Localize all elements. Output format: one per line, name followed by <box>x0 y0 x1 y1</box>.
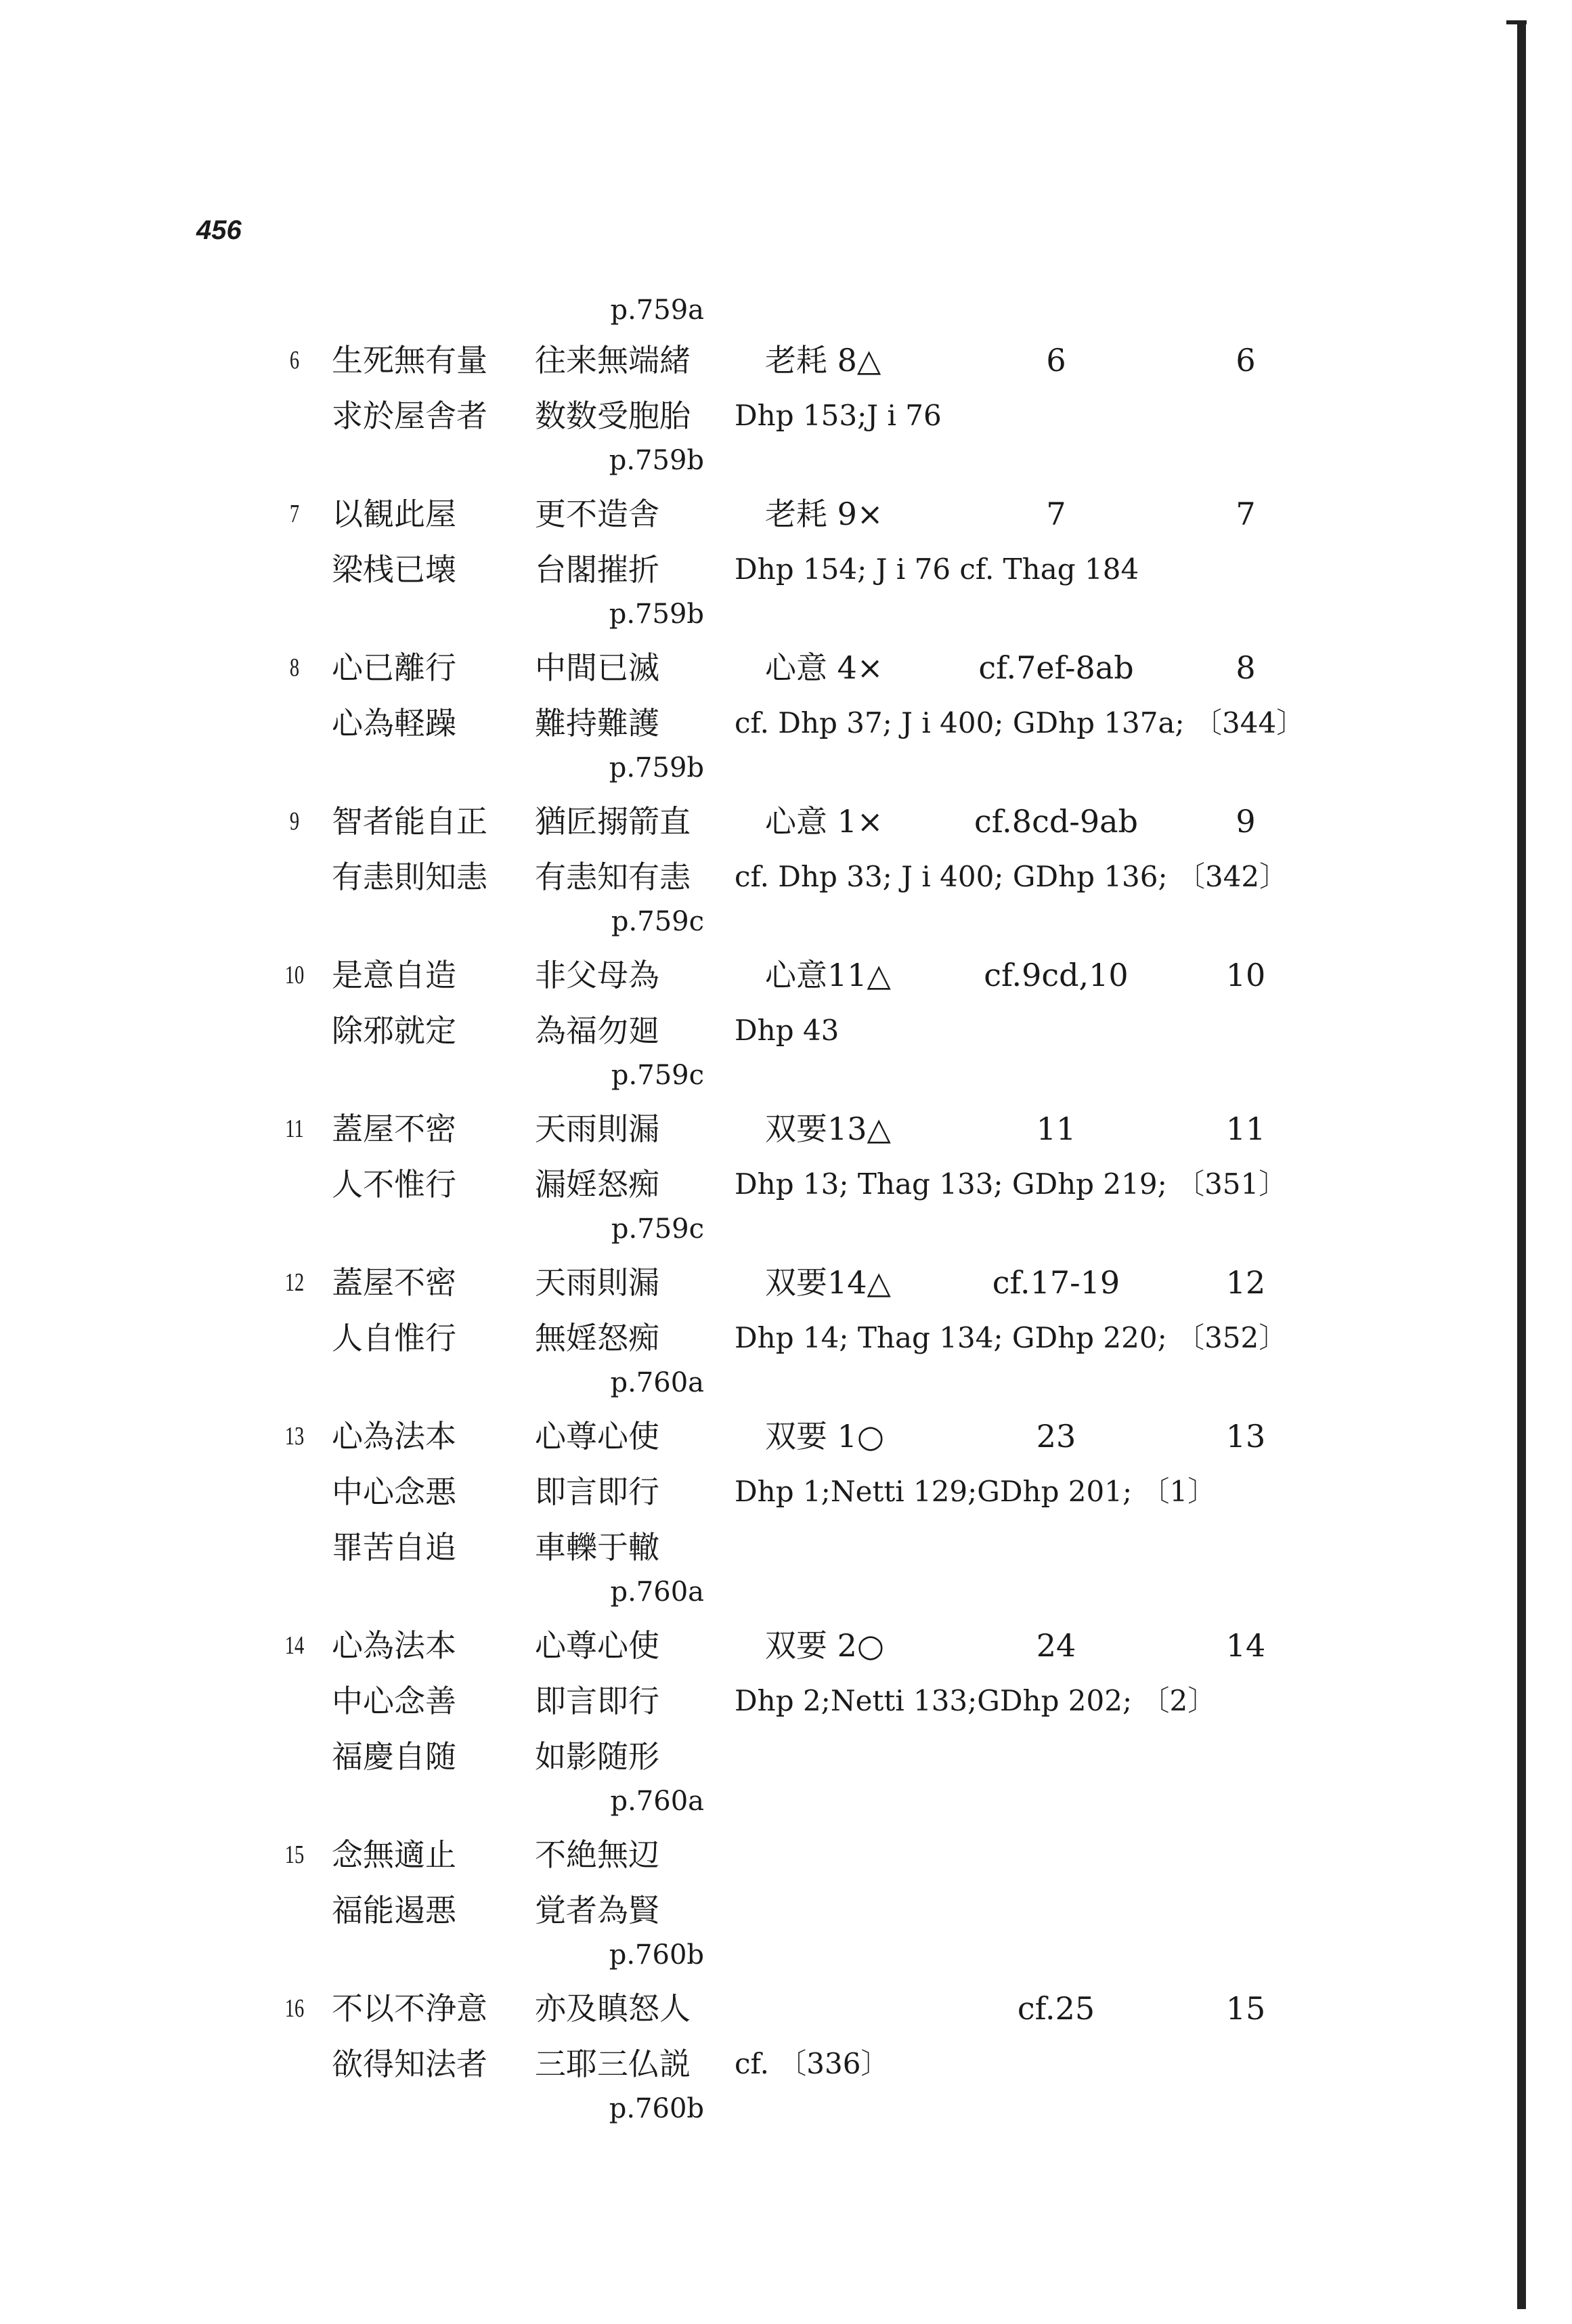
verse-line-1-part-1: 蓋屋不密 <box>332 1264 456 1301</box>
parallel-number: 12 <box>1225 1264 1266 1301</box>
verse-line-3-part-2: 車轢于轍 <box>535 1529 659 1566</box>
verse-line-2-part-1: 心為軽躁 <box>332 705 456 741</box>
page-reference: p.759b <box>609 752 704 783</box>
verse-line-2-part-2: 為福勿廻 <box>535 1012 659 1049</box>
source-references: Dhp 153;J i 76 <box>735 399 942 432</box>
verse-line-1-part-2: 非父母為 <box>535 957 659 993</box>
verse-number: 13 <box>284 1422 305 1450</box>
verse-line-1-part-1: 蓋屋不密 <box>332 1111 456 1147</box>
source-references: cf. Dhp 37; J i 400; GDhp 137a; 〔344〕 <box>735 706 1305 739</box>
verse-line-2-part-1: 有恚則知恚 <box>332 859 487 895</box>
verse-line-2-part-1: 人不惟行 <box>332 1166 456 1203</box>
verse-line-1-part-1: 念無適止 <box>332 1836 456 1873</box>
verse-line-1-part-2: 猶匠搦箭直 <box>535 803 691 840</box>
chapter-code: 心意 1× <box>765 803 883 840</box>
verse-line-2-part-2: 覚者為賢 <box>535 1892 659 1929</box>
verse-line-1-part-2: 不絶無辺 <box>535 1836 659 1873</box>
parallel-number: 9 <box>1236 803 1256 840</box>
page-reference: p.760a <box>610 1367 704 1398</box>
verse-line-2-part-2: 漏婬怒痴 <box>535 1166 659 1203</box>
verse-line-3-part-1: 罪苦自追 <box>332 1529 456 1566</box>
chapter-code: 双要14△ <box>765 1264 891 1301</box>
verse-line-1-part-2: 天雨則漏 <box>535 1264 659 1301</box>
verse-line-2-part-1: 人自惟行 <box>332 1320 456 1356</box>
source-references: cf. 〔336〕 <box>735 2047 890 2080</box>
chapter-code: 双要 2○ <box>765 1627 885 1664</box>
cross-reference: 7 <box>1046 496 1066 532</box>
cross-reference: 6 <box>1046 342 1066 379</box>
verse-number: 6 <box>289 346 300 374</box>
verse-line-2-part-1: 欲得知法者 <box>332 2046 487 2082</box>
verse-line-2-part-1: 梁桟已壊 <box>332 551 456 588</box>
parallel-number: 15 <box>1225 1990 1266 2027</box>
source-references: Dhp 14; Thag 134; GDhp 220; 〔352〕 <box>735 1321 1288 1354</box>
verse-line-1-part-2: 往来無端緒 <box>535 342 691 379</box>
verse-line-2-part-1: 中心念善 <box>332 1683 456 1719</box>
verse-line-1-part-2: 心尊心使 <box>535 1627 659 1664</box>
chapter-code: 双要 1○ <box>765 1418 885 1455</box>
margin-rule <box>1517 20 1526 2309</box>
parallel-number: 13 <box>1225 1418 1266 1455</box>
cross-reference: cf.9cd,10 <box>984 957 1129 993</box>
verse-line-2-part-1: 求於屋舎者 <box>332 397 487 434</box>
verse-number: 7 <box>289 500 300 528</box>
cross-reference: 24 <box>1036 1627 1076 1664</box>
verse-line-1-part-2: 亦及瞋怒人 <box>535 1990 691 2027</box>
verse-line-1-part-1: 以観此屋 <box>332 496 456 532</box>
page-reference: p.760b <box>609 2093 704 2124</box>
verse-line-1-part-1: 是意自造 <box>332 957 456 993</box>
chapter-code: 双要13△ <box>765 1111 891 1147</box>
source-references: Dhp 2;Netti 133;GDhp 202; 〔2〕 <box>735 1684 1217 1717</box>
verse-line-3-part-1: 福慶自随 <box>332 1738 456 1775</box>
verse-line-1-part-1: 智者能自正 <box>332 803 487 840</box>
verse-line-1-part-1: 生死無有量 <box>332 342 487 379</box>
page-reference: p.759c <box>611 906 704 937</box>
verse-line-2-part-2: 数数受胞胎 <box>535 397 691 434</box>
verse-line-2-part-2: 台閣摧折 <box>535 551 659 588</box>
verse-line-1-part-2: 中間已滅 <box>535 649 659 686</box>
source-references: cf. Dhp 33; J i 400; GDhp 136; 〔342〕 <box>735 860 1288 893</box>
source-references: Dhp 1;Netti 129;GDhp 201; 〔1〕 <box>735 1475 1217 1508</box>
verse-line-2-part-2: 即言即行 <box>535 1473 659 1510</box>
verse-number: 12 <box>284 1268 305 1297</box>
parallel-number: 11 <box>1225 1111 1266 1147</box>
chapter-code: 老耗 8△ <box>765 342 881 379</box>
verse-line-2-part-2: 無婬怒痴 <box>535 1320 659 1356</box>
page-reference: p.760b <box>609 1939 704 1971</box>
cross-reference: cf.17-19 <box>992 1264 1120 1301</box>
parallel-number: 10 <box>1225 957 1266 993</box>
cross-reference: cf.8cd-9ab <box>974 803 1138 840</box>
parallel-number: 6 <box>1236 342 1256 379</box>
verse-line-2-part-1: 除邪就定 <box>332 1012 456 1049</box>
page-reference: p.760a <box>610 1576 704 1608</box>
verse-number: 16 <box>284 1994 305 2023</box>
chapter-code: 老耗 9× <box>765 496 883 532</box>
verse-line-1-part-1: 心為法本 <box>332 1418 456 1455</box>
cross-reference: 11 <box>1036 1111 1076 1147</box>
chapter-code: 心意 4× <box>765 649 883 686</box>
cross-reference: cf.25 <box>1017 1990 1095 2027</box>
verse-line-1-part-2: 心尊心使 <box>535 1418 659 1455</box>
parallel-number: 14 <box>1225 1627 1266 1664</box>
verse-line-2-part-2: 三耶三仏説 <box>535 2046 691 2082</box>
verse-number: 14 <box>284 1631 305 1660</box>
verse-line-1-part-1: 不以不浄意 <box>332 1990 487 2027</box>
verse-line-2-part-1: 福能遏悪 <box>332 1892 456 1929</box>
top-reference: p.759a <box>610 295 704 326</box>
page-reference: p.759c <box>611 1060 704 1091</box>
page-reference: p.759c <box>611 1213 704 1245</box>
verse-line-3-part-2: 如影随形 <box>535 1738 659 1775</box>
verse-line-2-part-2: 有恚知有恚 <box>535 859 691 895</box>
verse-line-2-part-1: 中心念悪 <box>332 1473 456 1510</box>
page-reference: p.759b <box>609 445 704 476</box>
verse-number: 9 <box>289 807 300 836</box>
chapter-code: 心意11△ <box>765 957 891 993</box>
verse-number: 15 <box>284 1841 305 1869</box>
page-number: 456 <box>196 215 242 245</box>
verse-line-2-part-2: 難持難護 <box>535 705 659 741</box>
verse-line-1-part-2: 天雨則漏 <box>535 1111 659 1147</box>
parallel-number: 8 <box>1236 649 1256 686</box>
verse-line-1-part-1: 心已離行 <box>332 649 456 686</box>
parallel-number: 7 <box>1236 496 1256 532</box>
verse-number: 10 <box>284 961 305 989</box>
verse-line-2-part-2: 即言即行 <box>535 1683 659 1719</box>
verse-line-1-part-1: 心為法本 <box>332 1627 456 1664</box>
verse-number: 11 <box>285 1115 304 1143</box>
cross-reference: 23 <box>1036 1418 1076 1455</box>
page-reference: p.760a <box>610 1786 704 1817</box>
source-references: Dhp 43 <box>735 1014 839 1047</box>
margin-rule-top <box>1506 20 1527 24</box>
source-references: Dhp 13; Thag 133; GDhp 219; 〔351〕 <box>735 1167 1288 1201</box>
verse-line-1-part-2: 更不造舎 <box>535 496 659 532</box>
cross-reference: cf.7ef-8ab <box>978 649 1134 686</box>
source-references: Dhp 154; J i 76 cf. Thag 184 <box>735 553 1139 586</box>
verse-number: 8 <box>289 653 300 682</box>
page-reference: p.759b <box>609 599 704 630</box>
